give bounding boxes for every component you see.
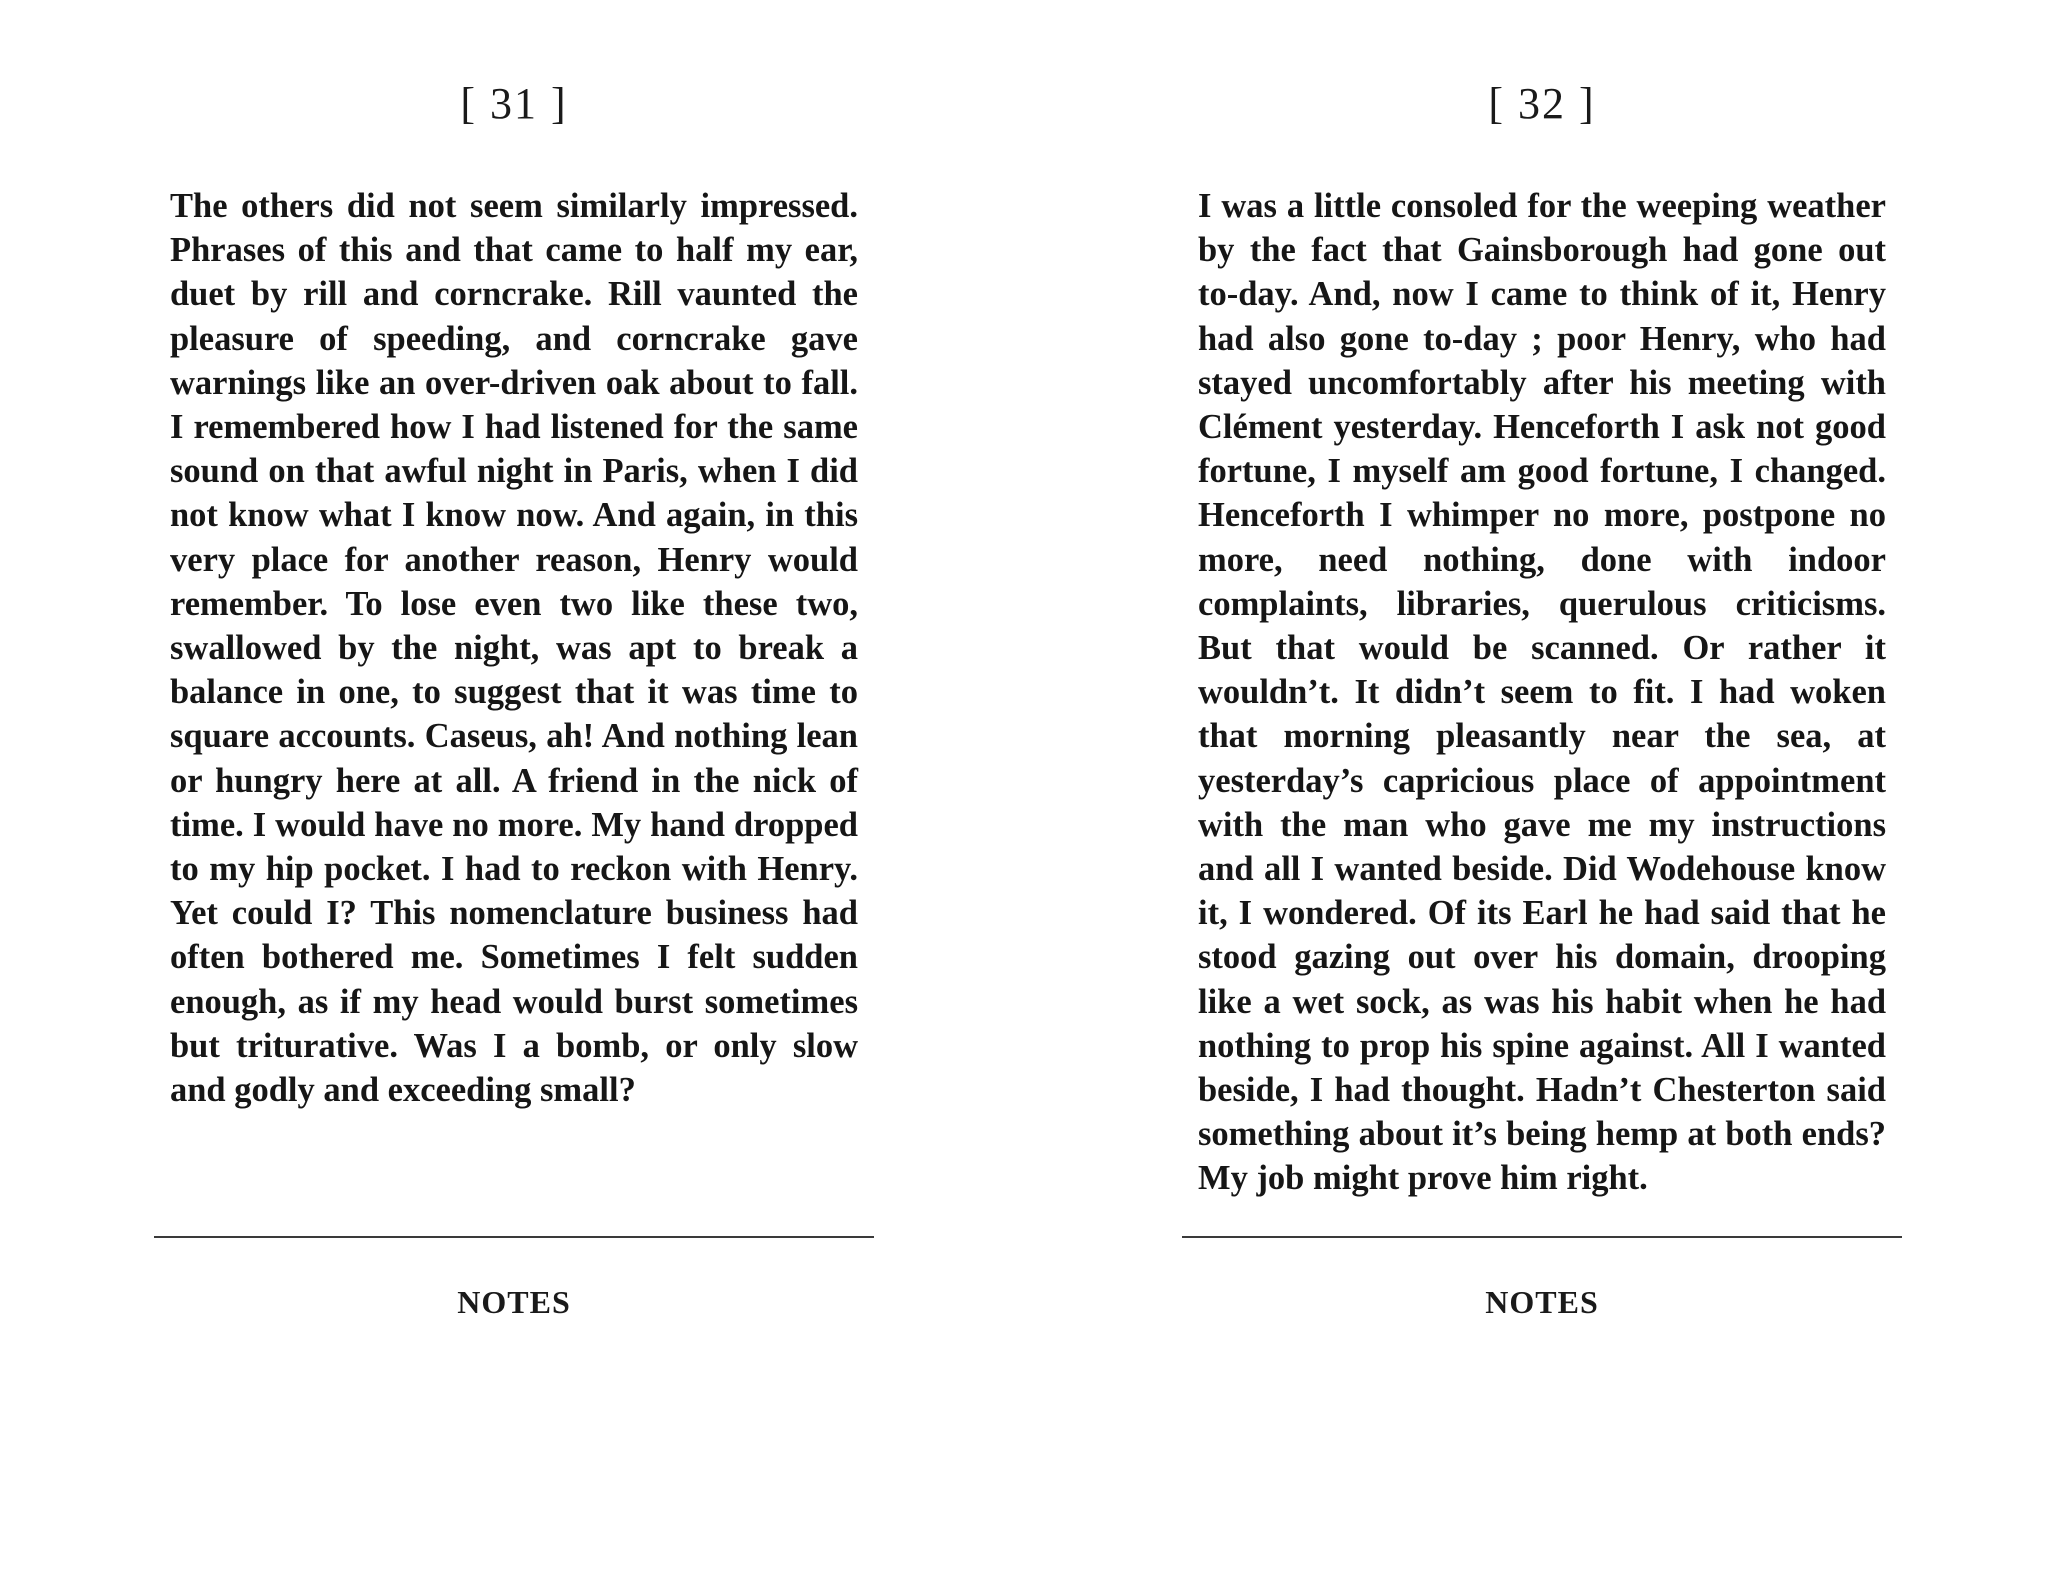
- body-text: I was a little consoled for the weeping weather by the fact that Gainsborough had gone out to-day. And, now I came to think of it, Henry had also gone to-day ; poor Henry, who had stayed uncomfortably after his meeting with Clément yesterday. Henceforth I ask not good fortune, I myself am good fortune, I changed. Henceforth I whimper no more, postpone no more, need nothing, done with indoor complaints, libraries, querulous criticisms. But that would be scanned. Or rather it wouldn’t. It didn’t seem to fit. I had woken that morning pleasantly near the sea, at yesterday’s capricious place of appointment with the man who gave me my instructions and all I wanted beside. Did Wodehouse know it, I wondered. Of its Earl he had said that he stood gazing out over his domain, drooping like a wet sock, as was his habit when he had nothing to prop his spine against. All I wanted beside, I had thought. Hadn’t Chesterton said something about it’s being hemp at both ends? My job might prove him right.: [1198, 187, 1886, 1198]
- notes-heading: NOTES: [457, 1284, 571, 1320]
- right-page: [1182, 0, 1902, 1582]
- notes-heading: NOTES: [1485, 1284, 1599, 1320]
- notes-divider: [1182, 1236, 1902, 1238]
- page-number: [ 32 ]: [1488, 79, 1596, 128]
- body-text: The others did not seem similarly impressed. Phrases of this and that came to half my ear, duet by rill and corncrake. Rill vaunted the pleasure of speeding, and corncrake gave warnings like an over-driven oak about to fall. I remembered how I had listened for the same sound on that awful night in Paris, when I did not know what I know now. And again, in this very place for another reason, Henry would remember. To lose even two like these two, swallowed by the night, was apt to break a balance in one, to suggest that it was time to square accounts. Caseus, ah! And nothing lean or hungry here at all. A friend in the nick of time. I would have no more. My hand dropped to my hip pocket. I had to reckon with Henry. Yet could I? This nomenclature business had often bothered me. Sometimes I felt sudden enough, as if my head would burst sometimes but triturative. Was I a bomb, or only slow and godly and exceeding small?: [170, 187, 858, 1110]
- notes-divider: [154, 1236, 874, 1238]
- left-page: [154, 0, 874, 1582]
- page-number: [ 31 ]: [460, 79, 568, 128]
